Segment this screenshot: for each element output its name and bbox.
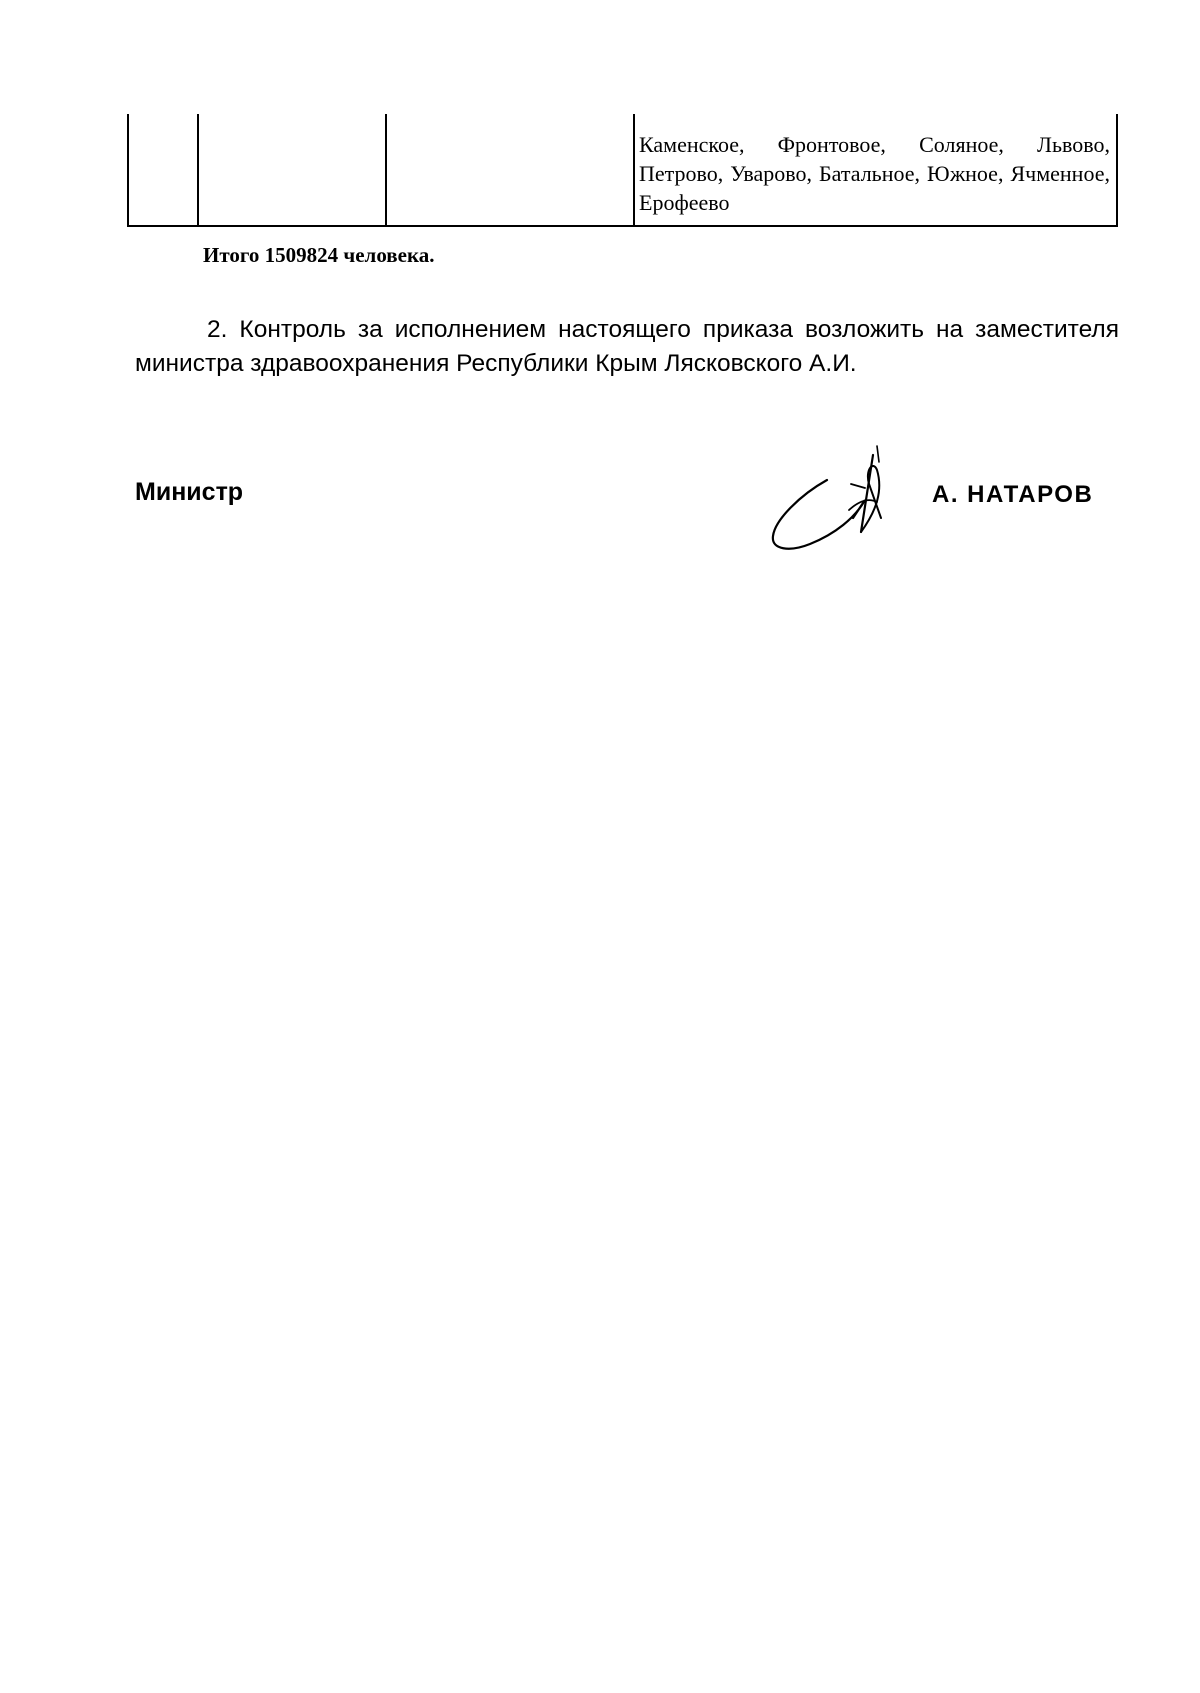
table-cell-settlements: Каменское, Фронтовое, Соляное, Львово, Петрово, Уварово, Батальное, Южное, Ячменное, Ерофеево [634,114,1117,226]
settlements-table [127,114,1118,227]
total-line: Итого 1509824 человека. [203,243,435,267]
table-cell-number [128,114,198,226]
paragraph-2: 2. Контроль за исполнением настоящего приказа возложить на заместителя министра здравоохранения Республики Крым Лясковского А.И. [135,316,1119,377]
table-row [128,114,1117,226]
handwritten-signature [765,440,925,555]
signatory-name: А. НАТАРОВ [932,481,1094,508]
table-cell-district [198,114,386,226]
table-cell-population [386,114,634,226]
signatory-title: Министр [135,478,244,506]
